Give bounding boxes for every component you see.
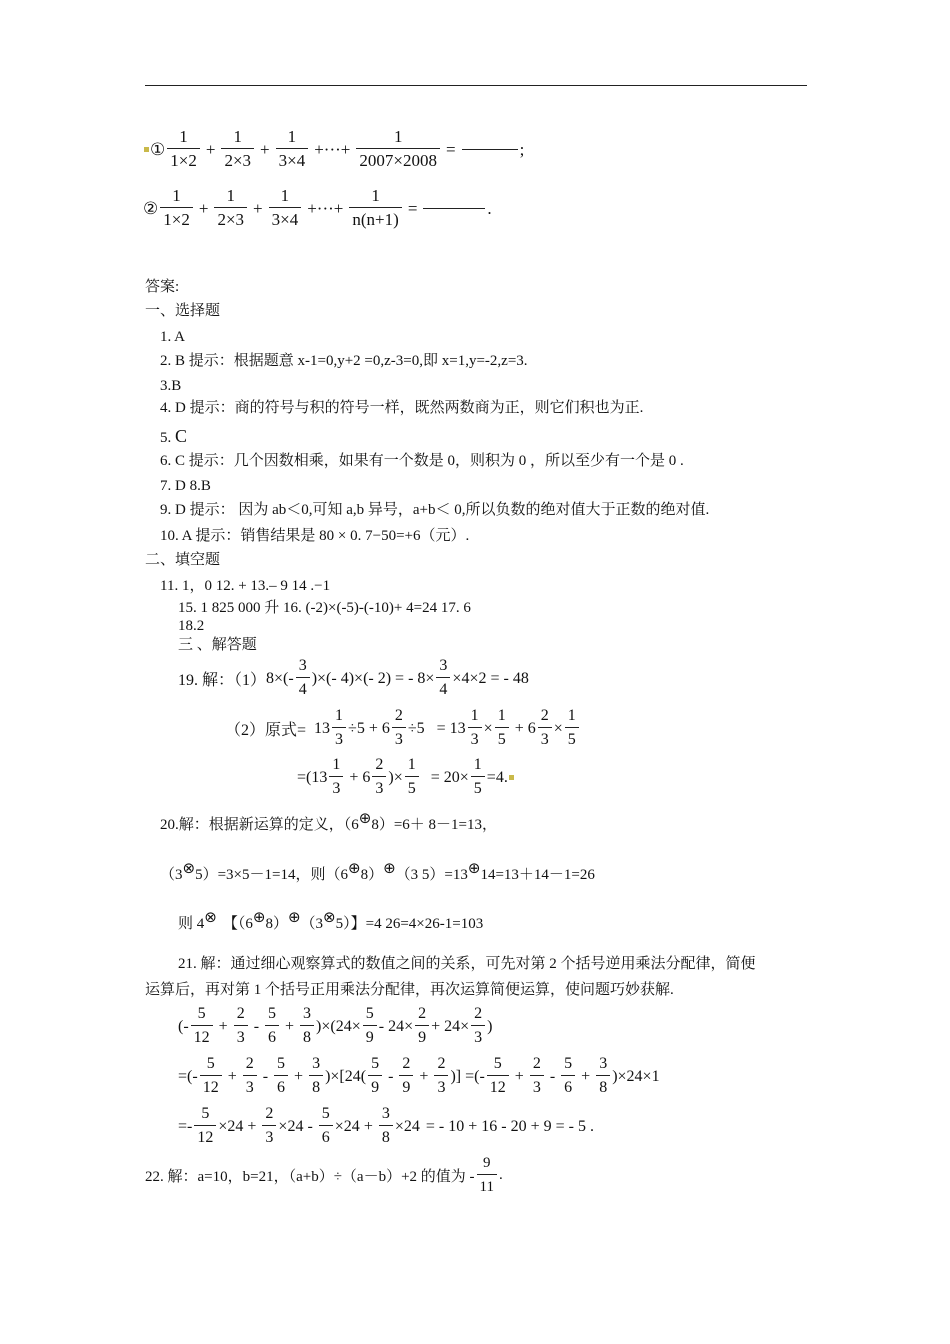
answer-line: 1. A bbox=[160, 329, 186, 345]
fraction: $\frac{1}{2007\times 2008}$ bbox=[356, 126, 440, 173]
answer-line: 4. D 提示：商的符号与积的符号一样，既然两数商为正，则它们积也为正. bbox=[160, 400, 644, 416]
oplus-icon: ⊕ bbox=[347, 859, 361, 877]
oplus-icon: ⊕ bbox=[252, 908, 266, 926]
fraction: $\frac{1}{1\times 2}$ bbox=[167, 126, 200, 173]
otimes-icon: ⊗ bbox=[204, 908, 217, 926]
fraction: $\frac{1}{2\times 3}$ bbox=[214, 185, 247, 232]
answer-line: 15. 1 825 000 升 16. (-2)×(-5)-(-10)+ 4=24 17. 6 bbox=[178, 600, 471, 616]
fraction: $\frac{2}{3}$ bbox=[372, 754, 386, 801]
q19-part1: 19. 解：（1） 8×(- $\frac{3}{4}$ )×(- 4)×(- 2) = - 8× $\frac{3}{4}$ ×4×2 = - 48 bbox=[178, 655, 529, 702]
fraction: $\frac{1}{5}$ bbox=[565, 705, 579, 752]
q21-text-line1: 21. 解：通过细心观察算式的数值之间的关系，可先对第 2 个括号逆用乘法分配律，简便 bbox=[178, 956, 756, 972]
q21-expr2: =(- $\frac{5}{12}$ + $\frac{2}{3}$ - $\frac{5}{6}$ + $\frac{3}{8}$ )×[24( $\frac{5}{9}$ - $\frac{2}{9}$ + $\frac{2}{3}$ )] =(- $\frac{5}{12}$ + $\frac{2}{3}$ - $\frac{5}{6}$ + $\frac{3}{8}$ )×24×1 bbox=[178, 1053, 660, 1100]
fraction: $\frac{1}{2\times 3}$ bbox=[221, 126, 254, 173]
fraction: $\frac{2}{3}$ bbox=[392, 705, 406, 752]
answer-line: 3.B bbox=[160, 378, 182, 394]
q19-part2-line2: =( 13 $\frac{1}{3}$ + 6 $\frac{2}{3}$ )× $\frac{1}{5}$ = 20× $\frac{1}{5}$ =4. bbox=[297, 754, 515, 801]
fraction: $\frac{1}{5}$ bbox=[471, 754, 485, 801]
answer-line: 2. B 提示：根据题意 x-1=0,y+2 =0,z-3=0,即 x=1,y=-2,z=3. bbox=[160, 353, 528, 369]
otimes-icon: ⊗ bbox=[323, 908, 336, 926]
answer-line: 7. D 8.B bbox=[160, 478, 211, 494]
fraction: $\frac{1}{n(n+1)}$ bbox=[349, 185, 401, 232]
oplus-icon: ⊕ bbox=[467, 859, 481, 877]
otimes-icon: ⊗ bbox=[182, 859, 196, 877]
fraction: $\frac{1}{1\times 2}$ bbox=[160, 185, 193, 232]
fraction: $\frac{1}{3}$ bbox=[329, 754, 343, 801]
fraction: $\frac{9}{11}$ bbox=[477, 1152, 497, 1199]
q20-line3: 则 4⊗ 【（6⊕8）⊕（3⊗5）】=4 26=4×26-1=103 bbox=[178, 908, 484, 932]
fraction: $\frac{1}{3\times 4}$ bbox=[276, 126, 309, 173]
q21-text-line2: 运算后，再对第 1 个括号正用乘法分配律，再次运算简便运算，使问题巧妙获解. bbox=[145, 982, 674, 998]
oplus-icon: ⊕ bbox=[358, 809, 372, 827]
problem-1: ① $\frac{1}{1\times 2}$ + $\frac{1}{2\times 3}$ + $\frac{1}{3\times 4}$ +···+ $\frac{1}{2007\times 2008}$ = ; bbox=[143, 126, 524, 173]
answers-header: 答案: bbox=[145, 279, 180, 295]
q20-line1: 20.解：根据新运算的定义，（6⊕8）=6＋ 8－1=13， bbox=[160, 809, 498, 833]
fraction: $\frac{1}{5}$ bbox=[405, 754, 419, 801]
top-rule bbox=[145, 85, 807, 86]
edit-mark-icon bbox=[144, 147, 149, 152]
q19-part2: （2）原式= 13 $\frac{1}{3}$ ÷5 + 6 $\frac{2}{3}$ ÷5 = 13 $\frac{1}{3}$ × $\frac{1}{5}$ + 6 $\frac{2}{3}$ × $\frac{1}{5}$ bbox=[225, 705, 581, 752]
fraction: $\frac{3}{4}$ bbox=[296, 655, 310, 702]
answer-blank bbox=[462, 149, 518, 150]
problem-1-label: ① bbox=[150, 139, 166, 159]
oplus-icon: ⊕ bbox=[383, 859, 396, 877]
answer-blank bbox=[423, 208, 485, 209]
q21-expr1: (- $\frac{5}{12}$ + $\frac{2}{3}$ - $\frac{5}{6}$ + $\frac{3}{8}$ )×(24× $\frac{5}{9}$ - 24× $\frac{2}{9}$ + 24× $\frac{2}{3}$ ) bbox=[178, 1003, 492, 1050]
answer-line: 11. 1，0 12. + 13.– 9 14 .−1 bbox=[160, 578, 331, 594]
fraction: $\frac{1}{3}$ bbox=[468, 705, 482, 752]
answer-line: 5. C bbox=[160, 426, 188, 446]
q20-line2: （3⊗5）=3×5－1=14，则（6⊕8）⊕（3 5）=13⊕14=13＋14－1=26 bbox=[160, 859, 595, 883]
answer-line: 18.2 bbox=[178, 618, 205, 634]
fraction: $\frac{1}{3}$ bbox=[332, 705, 346, 752]
problem-2-label: ② bbox=[143, 198, 159, 218]
answer-line: 6. C 提示：几个因数相乘，如果有一个数是 0，则积为 0 ，所以至少有一个是 0 . bbox=[160, 453, 684, 469]
q22-line: 22. 解：a=10，b=21，（a+b）÷（a－b）+2 的值为 - $\frac{9}{11}$ . bbox=[145, 1152, 503, 1199]
fraction: $\frac{1}{3\times 4}$ bbox=[269, 185, 302, 232]
fraction: $\frac{1}{5}$ bbox=[495, 705, 509, 752]
oplus-icon: ⊕ bbox=[287, 908, 301, 926]
fraction: $\frac{2}{3}$ bbox=[538, 705, 552, 752]
fraction: $\frac{3}{4}$ bbox=[436, 655, 450, 702]
problem-2: ② $\frac{1}{1\times 2}$ + $\frac{1}{2\times 3}$ + $\frac{1}{3\times 4}$ +···+ $\frac{1}{n(n+1)}$ = . bbox=[143, 185, 492, 232]
edit-mark-icon bbox=[509, 775, 514, 780]
section-heading: 二、填空题 bbox=[145, 552, 221, 568]
section-heading: 三 、解答题 bbox=[178, 637, 257, 653]
answer-line: 9. D 提示： 因为 ab＜0,可知 a,b 异号，a+b＜ 0,所以负数的绝对值大于正数的绝对值. bbox=[160, 502, 710, 518]
q21-expr3: =- $\frac{5}{12}$ ×24 + $\frac{2}{3}$ ×24 - $\frac{5}{6}$ ×24 + $\frac{3}{8}$ ×24 = - 10 + 16 - 20 + 9 = - 5 . bbox=[178, 1103, 594, 1150]
answer-line: 10. A 提示：销售结果是 80 × 0. 7−50=+6（元）. bbox=[160, 528, 470, 544]
section-heading: 一、选择题 bbox=[145, 303, 221, 319]
